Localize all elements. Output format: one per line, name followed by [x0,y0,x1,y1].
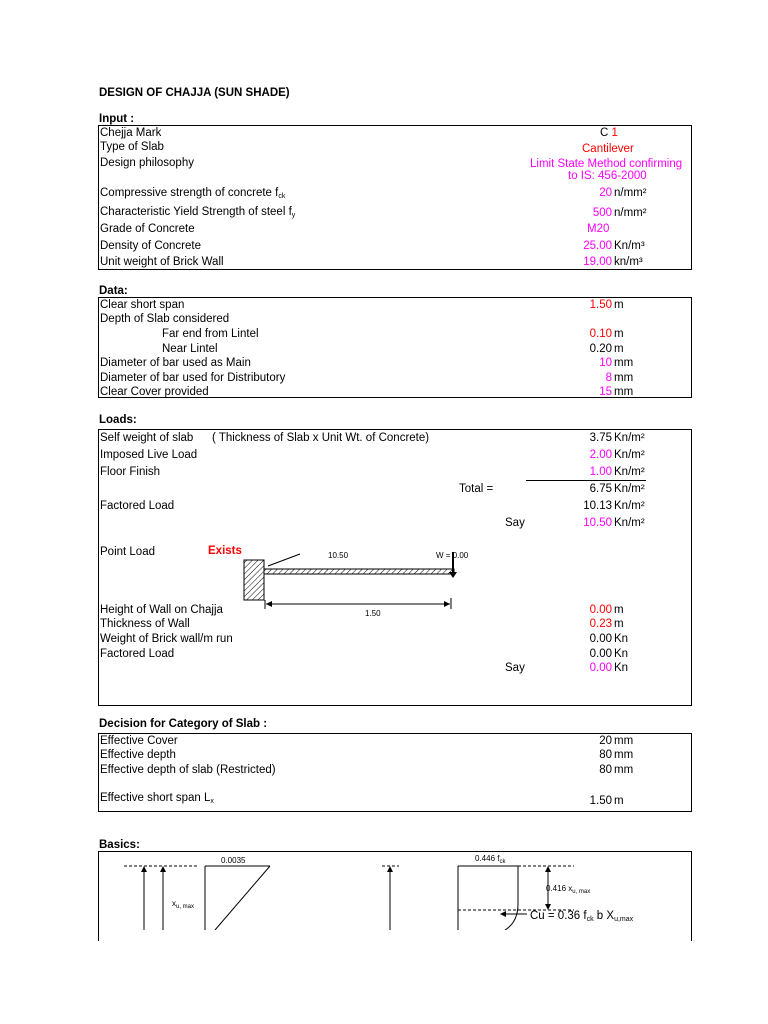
density-label: Density of Concrete [100,240,201,252]
say-unit: Kn/m² [614,517,645,529]
wall-thick-unit: m [614,618,624,630]
chejja-mark-label: Chejja Mark [100,127,162,139]
slab-type-label: Type of Slab [100,141,164,153]
wall-support [244,560,264,600]
say-label: Say [505,517,525,529]
diagram-w-label: W = 0.00 [436,551,469,560]
dist-bar-value: 8 [605,372,612,384]
fck-label: Compressive strength of concrete $f_{ck}$ [100,187,286,200]
finish-unit: Kn/m² [614,466,645,478]
point-label: Point Load [100,546,155,558]
depth-ratio-label: 0.416 $x_{u, max}$ [546,884,591,895]
far-value: 0.10 [589,328,612,340]
near-unit: m [614,343,624,355]
factored-label: Factored Load [100,500,175,512]
factored2-value: 0.00 [589,648,612,660]
span-label: Clear short span [100,299,185,311]
near-label: Near Lintel [162,343,218,355]
input-heading: Input : [99,113,135,125]
eff-depth-value: 80 [599,749,612,761]
cover-unit: mm [614,386,634,398]
eff-depth-unit: mm [614,749,634,761]
main-bar-label: Diameter of bar used as Main [100,357,251,369]
philosophy-label: Design philosophy [100,157,194,169]
strain-value: 0.0035 [221,856,246,865]
say2-unit: Kn [614,662,629,674]
eff-depth-restricted-label: Effective depth of slab (Restricted) [100,764,276,776]
total-label: Total = [459,483,494,495]
dist-bar-unit: mm [614,372,634,384]
fy-unit: n/mm² [614,207,647,219]
total-value: 6.75 [589,483,612,495]
live-unit: Kn/m² [614,449,645,461]
eff-cover-value: 20 [599,735,612,747]
factored-value: 10.13 [583,500,612,512]
eff-span-unit: m [614,795,624,807]
philosophy-line1: Limit State Method confirming [530,158,683,170]
diagram-span-label: 1.50 [365,609,381,618]
wall-weight-label: Weight of Brick wall/m run [100,633,233,645]
eff-cover-label: Effective Cover [100,735,178,747]
wall-height-value: 0.00 [589,604,612,616]
philosophy-line2: to IS: 456-2000 [568,170,647,182]
say-value: 10.50 [583,517,612,529]
fy-value: 500 [592,207,612,219]
near-value: 0.20 [589,343,612,355]
brick-label: Unit weight of Brick Wall [100,256,224,268]
page-title: DESIGN OF CHAJJA (SUN SHADE) [99,87,290,99]
dist-bar-label: Diameter of bar used for Distributory [100,372,286,384]
eff-depth-restricted-unit: mm [614,764,634,776]
say2-label: Say [505,662,525,674]
point-status: Exists [208,545,242,557]
fck-unit: n/mm² [614,187,647,199]
density-unit: Kn/m³ [614,240,645,252]
span-unit: m [614,299,624,311]
main-bar-unit: mm [614,357,634,369]
chejja-mark-value: C 1 [600,127,618,139]
live-value: 2.00 [589,449,612,461]
finish-value: 1.00 [589,466,612,478]
cu-label: Cu = 0.36 $f_{ck}$ b $X_{u,max}$ [530,910,634,923]
slab-type-value: Cantilever [582,143,634,155]
factored-unit: Kn/m² [614,500,645,512]
basics-heading: Basics: [99,839,140,851]
data-heading: Data: [99,285,128,297]
total-rule [526,480,646,481]
stress-value: 0.446 $f_{ck}$ [475,854,506,865]
udl-leader [268,554,300,566]
brick-unit: kn/m³ [614,256,643,268]
self-value: 3.75 [589,432,612,444]
finish-label: Floor Finish [100,466,161,478]
eff-cover-unit: mm [614,735,634,747]
decision-heading: Decision for Category of Slab : [99,718,268,730]
self-label: Self weight of slab [100,432,194,444]
xu-label: $x_{u, max}$ [172,899,195,910]
far-label: Far end from Lintel [162,328,259,340]
main-bar-value: 10 [599,357,612,369]
point-load-arrowhead [449,572,457,578]
total-unit: Kn/m² [614,483,645,495]
stress-profile [505,866,518,930]
diagram-udl-label: 10.50 [328,551,349,560]
far-unit: m [614,328,624,340]
grade-label: Grade of Concrete [100,223,195,235]
strain-profile [215,866,270,930]
eff-span-value: 1.50 [589,795,612,807]
fy-label: Characteristic Yield Strength of steel $f_y$ [100,206,296,219]
eff-span-label: Effective short span $L_x$ [100,792,214,805]
factored2-unit: Kn [614,648,629,660]
slab-beam [264,569,454,574]
eff-depth-label: Effective depth [100,749,176,761]
cover-label: Clear Cover provided [100,386,209,398]
eff-depth-restricted-value: 80 [599,764,612,776]
self-note: ( Thickness of Slab x Unit Wt. of Concrete) [212,432,430,444]
wall-height-unit: m [614,604,624,616]
depth-label: Depth of Slab considered [100,313,230,325]
say2-value: 0.00 [589,662,612,674]
grade-value: M20 [587,223,610,235]
wall-weight-unit: Kn [614,633,629,645]
cover-value: 15 [599,386,612,398]
self-unit: Kn/m² [614,432,645,444]
wall-thick-label: Thickness of Wall [100,618,190,630]
factored2-label: Factored Load [100,648,175,660]
loads-heading: Loads: [99,414,137,426]
span-value: 1.50 [589,299,612,311]
density-value: 25.00 [583,240,612,252]
fck-value: 20 [599,187,612,199]
brick-value: 19.00 [583,256,612,268]
wall-thick-value: 0.23 [589,618,612,630]
wall-weight-value: 0.00 [589,633,612,645]
live-label: Imposed Live Load [100,449,198,461]
wall-height-label: Height of Wall on Chajja [100,604,223,616]
